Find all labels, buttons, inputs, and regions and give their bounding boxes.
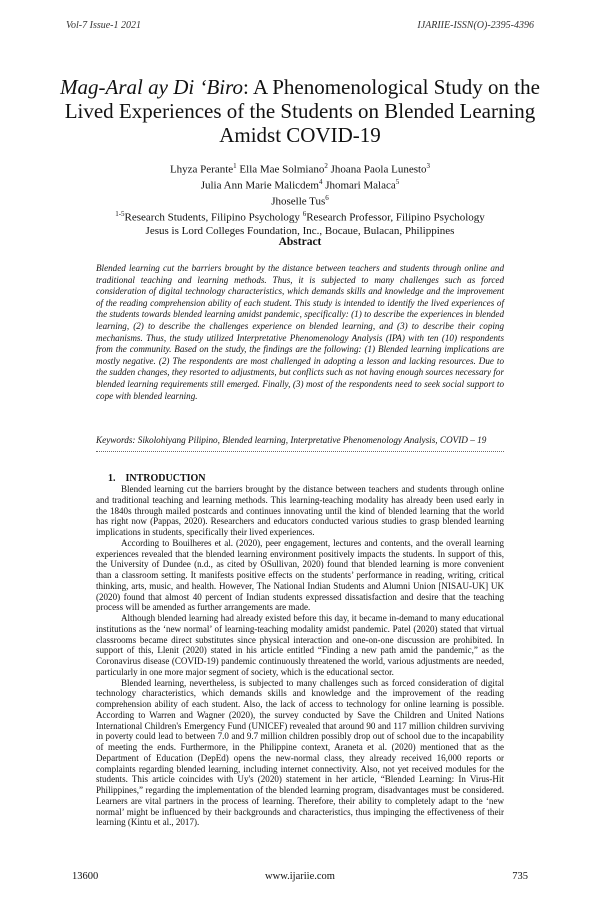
author-name: Julia Ann Marie Malicdem xyxy=(200,179,319,192)
affil-mark: 1-5 xyxy=(115,210,125,219)
author-name: Jhoana Paola Lunesto xyxy=(330,163,427,176)
body-paragraph: Although blended learning had already existed before this day, it became in-demand to many educational institutions as the ‘new normal’ of learning-teaching modality amidst pandemic. Patel (2020) stated that virtual classrooms became direct substitutes since physical interaction and one-on-one discussion are prohibited. In support of this, Llenit (2020) stated in his article entitled “Finding a new path amid the pandemic,” as the Coronavirus disease (COVID-19) pandemic continuously threatened the world, various adjustments are needed, particularly in one more major segment of society, which is the educational sector. xyxy=(96,613,504,677)
title-italic-part: Mag-Aral ay Di ‘Biro xyxy=(60,75,244,99)
body-paragraph: Blended learning, nevertheless, is subjected to many challenges such as forced consideration of digital technology characteristics, which demands skills and knowledge and the improvement of the reading comprehension ability of each student. Also, the lack of access to technology for online learning is possible. According to Warren and Wagner (2020), the survey conducted by Save the Children and United Nations International Children's Emergency Fund (UNICEF) revealed that around 90 and 117 million children surviving in poverty could lead to between 7.0 and 9.7 million children possibly drop out of school due to the incapability of meeting the ends. Furthermore, in the Philippine context, Araneta et al. (2020) mentioned that as the Department of Education (DepEd) opens the new-normal class, they already received 16,000 reports or complaints regarding blended learning, including internet connectivity. Also, not yet received modules for the students. This article coincides with Uy's (2020) statement in her article, “Blended Learning: In Virus-Hit Philippines,” regarding the implementation of the blended learning program, disadvantages must be considered. Learners are vital partners in the process of learning. Therefore, their ability to completely adapt to the ‘new normal’ might be influenced by their backgrounds and characteristics, thus impinging the effectiveness of their learning (Kintu et al., 2017). xyxy=(96,677,504,828)
abstract-text: Blended learning cut the barriers brought by the distance between teachers and students through online and traditional teaching and learning methods. Thus, it is subjected to many challenges such as forced consideration of digital technology characteristics, which demands skills and knowledge and the improvement of the reading comprehension ability of each student. This study is intended to identify the lived experiences of the students towards blended learning amidst pandemic, specifically: (1) to describe the experiences in blended learning, (2) to describe the challenges experience on blended learning, and (3) to describe their coping mechanisms. Thus, the study utilized Interpretative Phenomenology Analysis (IPA) with ten (10) respondents from the community. Based on the study, the findings are the following: (1) Blended learning implications are mostly negative. (2) The respondents are most challenged in adopting a lesson and lacking resources. Due to the sudden changes, they resorted to adjustments, but conflicts such as not having enough sources necessary for blended learning requirements still emerged. Finally, (3) most of the respondents need to seek social support to cope with blended learning. xyxy=(96,263,504,401)
body-paragraph: According to Bouilheres et al. (2020), peer engagement, lectures and contents, and the overall learning experiences revealed that the blended learning environment positively impacts the students. In support of this, the University of Dundee (n.d., as cited by OSullivan, 2020) found that blended learning is more convenient than a classroom setting. It manifests positive effects on the students’ performance in reading, writing, critical thinking, arts, music, and health. However, The National Indian Students and Alumni Union [NISAU-UK] UK (2020) found that almost 40 percent of Indian students expressed dissatisfaction and desire that the teaching process will be amended as further arrangements are made. xyxy=(96,537,504,613)
author-affil-mark: 6 xyxy=(325,194,329,203)
affil-mark: 6 xyxy=(302,210,307,219)
author-line-1 xyxy=(60,160,540,176)
affiliation-line-1 xyxy=(60,208,540,224)
author-affil-mark: 5 xyxy=(395,178,400,187)
introduction-body xyxy=(96,484,504,828)
abstract-heading: Abstract xyxy=(278,236,322,248)
keywords: Keywords: Sikolohiyang Pilipino, Blended learning, Interpretative Phenomenology Analysis, COVID – 19 xyxy=(96,435,487,445)
author-line-2 xyxy=(60,176,540,192)
section-number: 1. xyxy=(108,473,116,484)
footer-website: www.ijariie.com xyxy=(265,871,335,882)
running-header-volume: Vol-7 Issue-1 2021 xyxy=(66,20,141,31)
title-rest: : A Phenomenological Study on the Lived Experiences of the Students on Blended Learning Amidst COVID-19 xyxy=(64,75,540,147)
section-title: INTRODUCTION xyxy=(125,473,206,484)
author-block xyxy=(60,160,540,237)
paper-title xyxy=(60,75,540,147)
author-name: Lhyza Perante xyxy=(169,163,234,176)
author-affil-mark: 1 xyxy=(233,162,237,170)
affiliation-text: Research Students, Filipino Psychology xyxy=(124,212,303,225)
author-affil-mark: 2 xyxy=(324,162,328,170)
footer-article-id: 13600 xyxy=(72,871,99,882)
body-paragraph: Blended learning cut the barriers brought by the distance between teachers and students through online and traditional teaching and learning methods. This learning-teaching modality has already been used early in the 1840s through mailed postcards and continues innovating until the kind of blended learning that the world has right now (Pappas, 2020). Researchers and educators conducted various studies to grasp blended learning implications in students, specifically their lived experiences. xyxy=(96,484,504,537)
affiliation-line-2: Jesus is Lord Colleges Foundation, Inc., Bocaue, Bulacan, Philippines xyxy=(145,224,455,237)
author-name: Jhomari Malaca xyxy=(325,179,396,192)
divider-rule xyxy=(96,451,504,452)
footer-page-number: 735 xyxy=(512,871,528,882)
running-header-issn: IJARIIE-ISSN(O)-2395-4396 xyxy=(417,20,534,31)
affiliation-text: Research Professor, Filipino Psychology xyxy=(306,212,485,225)
author-line-3 xyxy=(60,192,540,208)
author-affil-mark: 3 xyxy=(426,162,431,170)
section-heading xyxy=(108,473,206,484)
author-affil-mark: 4 xyxy=(318,178,323,187)
author-name: Jhoselle Tus xyxy=(271,195,326,208)
author-name: Ella Mae Solmiano xyxy=(239,163,325,176)
